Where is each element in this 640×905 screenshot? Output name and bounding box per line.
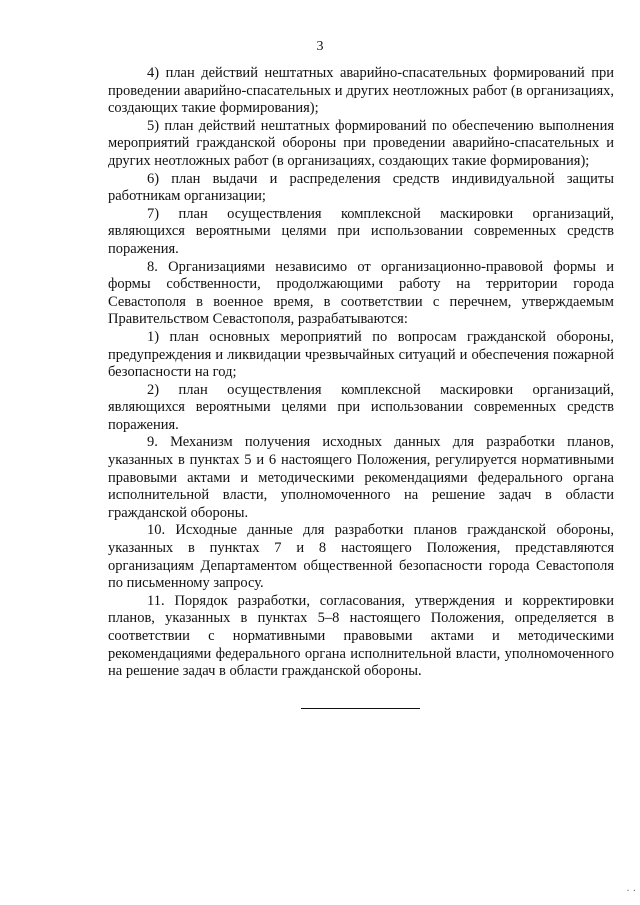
paragraph-item-7: 7) план осуществления комплексной маскировки организаций, являющихся вероятными целями при использовании современных средств поражения. bbox=[108, 205, 614, 257]
paragraph-item-4: 4) план действий нештатных аварийно-спасательных формирований при проведении аварийно-спасательных и других неотложных работ (в организациях, создающих такие формирования); bbox=[108, 65, 614, 117]
end-divider-line bbox=[301, 708, 420, 709]
paragraph-item-8-2: 2) план осуществления комплексной маскировки организаций, являющихся вероятными целями при использовании современных средств поражения. bbox=[108, 381, 614, 433]
page-number: 3 bbox=[316, 39, 324, 54]
paragraph-item-5: 5) план действий нештатных формирований по обеспечению выполнения мероприятий гражданской обороны при проведении аварийно-спасательных и других неотложных работ (в организациях, создающих такие формирования); bbox=[108, 117, 614, 169]
scan-edge-marks: · · bbox=[626, 886, 636, 897]
paragraph-section-9: 9. Механизм получения исходных данных для разработки планов, указанных в пунктах 5 и 6 настоящего Положения, регулируется нормативными правовыми актами и методическими рекомендациями федерального органа исполнительной власти, уполномоченного на решение задач в области гражданской обороны. bbox=[108, 434, 614, 521]
paragraph-section-10: 10. Исходные данные для разработки планов гражданской обороны, указанных в пунктах 7 и 8 настоящего Положения, представляются организациям Департаментом общественной безопасности города Севастополя по письменному запросу. bbox=[108, 522, 614, 592]
paragraph-section-11: 11. Порядок разработки, согласования, утверждения и корректировки планов, указанных в пунктах 5–8 настоящего Положения, определяется в соответствии с нормативными правовыми актами и методическими рекомендациями федерального органа исполнительной власти, уполномоченного на решение задач в области гражданской обороны. bbox=[108, 592, 614, 680]
document-body bbox=[108, 65, 614, 681]
paragraph-item-8-1: 1) план основных мероприятий по вопросам гражданской обороны, предупреждения и ликвидации чрезвычайных ситуаций и обеспечения пожарной безопасности на год; bbox=[108, 328, 614, 381]
paragraph-section-8: 8. Организациями независимо от организационно-правовой формы и формы собственности, продолжающими работу на территории города Севастополя в военное время, в соответствии с перечнем, утверждаемым Правительством Севастополя, разрабатываются: bbox=[108, 258, 614, 328]
paragraph-item-6: 6) план выдачи и распределения средств индивидуальной защиты работникам организации; bbox=[108, 170, 614, 205]
